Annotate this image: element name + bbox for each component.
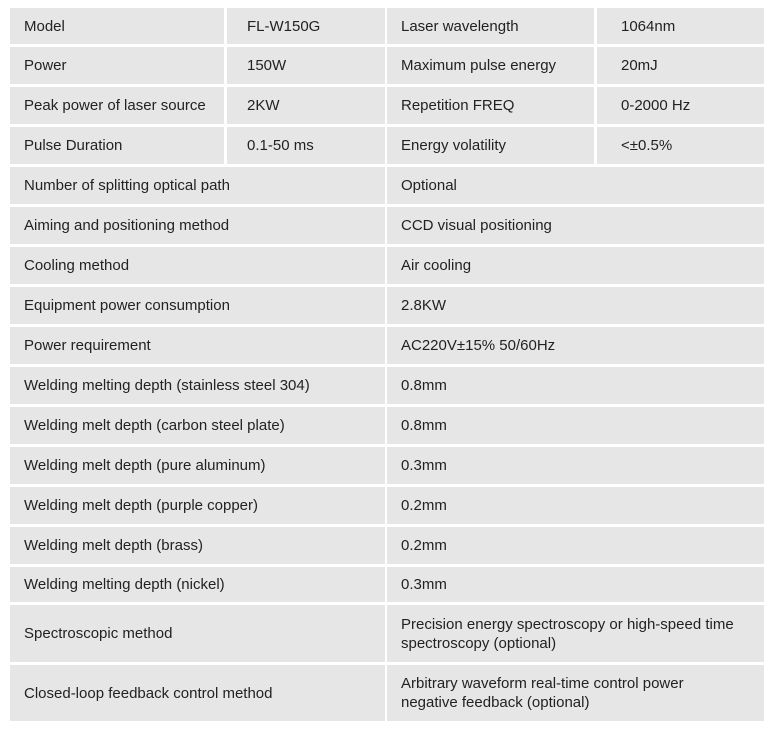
spec-label: Welding melt depth (carbon steel plate) — [10, 407, 385, 444]
spec-label: Laser wavelength — [387, 8, 594, 44]
spec-value: FL-W150G — [227, 8, 385, 44]
table-row — [10, 567, 764, 602]
spec-label: Welding melting depth (nickel) — [10, 567, 385, 602]
table-row — [10, 665, 764, 721]
spec-value: 0.3mm — [387, 567, 764, 602]
spec-label: Welding melt depth (purple copper) — [10, 487, 385, 524]
table-row — [10, 47, 764, 84]
spec-value: CCD visual positioning — [387, 207, 764, 244]
table-row — [10, 487, 764, 524]
spec-value: 20mJ — [597, 47, 764, 84]
spec-value: Air cooling — [387, 247, 764, 284]
spec-label: Spectroscopic method — [10, 605, 385, 662]
table-row — [10, 8, 764, 44]
table-row — [10, 447, 764, 484]
spec-label: Welding melt depth (pure aluminum) — [10, 447, 385, 484]
spec-value: 0-2000 Hz — [597, 87, 764, 124]
table-row — [10, 407, 764, 444]
spec-label: Power — [10, 47, 224, 84]
spec-value: 0.2mm — [387, 487, 764, 524]
spec-value: Optional — [387, 167, 764, 204]
spec-value: 0.1-50 ms — [227, 127, 385, 164]
table-row — [10, 207, 764, 244]
spec-label: Welding melt depth (brass) — [10, 527, 385, 564]
spec-value: 2.8KW — [387, 287, 764, 324]
spec-label: Closed-loop feedback control method — [10, 665, 385, 721]
spec-value: 0.3mm — [387, 447, 764, 484]
spec-label: Power requirement — [10, 327, 385, 364]
table-row — [10, 527, 764, 564]
spec-label: Pulse Duration — [10, 127, 224, 164]
spec-label: Model — [10, 8, 224, 44]
table-row — [10, 367, 764, 404]
spec-value: 0.8mm — [387, 407, 764, 444]
spec-value: Arbitrary waveform real-time control power negative feedback (optional) — [387, 665, 764, 721]
spec-label: Welding melting depth (stainless steel 304) — [10, 367, 385, 404]
spec-value: Precision energy spectroscopy or high-speed time spectroscopy (optional) — [387, 605, 764, 662]
spec-value: AC220V±15% 50/60Hz — [387, 327, 764, 364]
spec-label: Maximum pulse energy — [387, 47, 594, 84]
table-row — [10, 167, 764, 204]
table-row — [10, 247, 764, 284]
spec-value: <±0.5% — [597, 127, 764, 164]
table-row — [10, 127, 764, 164]
table-row — [10, 327, 764, 364]
spec-value: 0.8mm — [387, 367, 764, 404]
spec-label: Energy volatility — [387, 127, 594, 164]
spec-label: Cooling method — [10, 247, 385, 284]
spec-value: 0.2mm — [387, 527, 764, 564]
spec-label: Equipment power consumption — [10, 287, 385, 324]
spec-value: 1064nm — [597, 8, 764, 44]
spec-value: 150W — [227, 47, 385, 84]
table-row — [10, 287, 764, 324]
spec-label: Aiming and positioning method — [10, 207, 385, 244]
spec-label: Repetition FREQ — [387, 87, 594, 124]
spec-value: 2KW — [227, 87, 385, 124]
table-row — [10, 87, 764, 124]
spec-label: Number of splitting optical path — [10, 167, 385, 204]
spec-label: Peak power of laser source — [10, 87, 224, 124]
table-row — [10, 605, 764, 662]
